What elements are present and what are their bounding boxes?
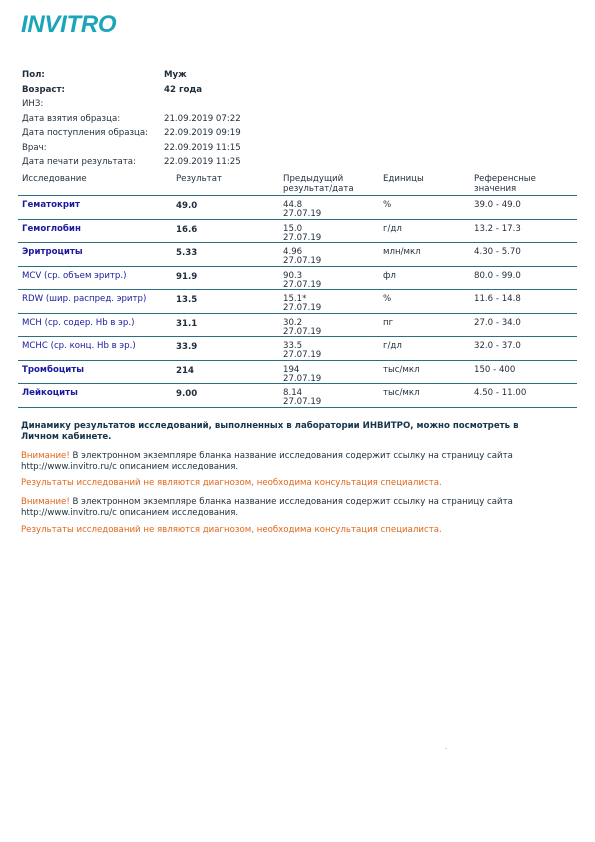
dynamics-note: Динамику результатов исследований, выполненных в лаборатории ИНВИТРО, можно посмотреть в Личном кабинете. <box>21 421 519 442</box>
test-name-link[interactable]: MCH (ср. содер. Hb в эр.) <box>22 317 135 328</box>
previous-value: 44.8 <box>283 200 303 210</box>
previous-value: 15.0 <box>283 223 303 234</box>
result-value: 214 <box>176 365 194 376</box>
notice-2 <box>21 497 561 519</box>
reference-range: 27.0 - 34.0 <box>474 317 521 328</box>
result-value: 16.6 <box>176 224 198 235</box>
notice-text: В электронном экземпляре бланка название исследования содержит ссылку на страницу сайта <box>69 451 513 461</box>
result-value: 5.33 <box>176 248 198 258</box>
units-value: тыс/мкл <box>383 364 420 375</box>
info-label: Возраст: <box>22 84 65 95</box>
info-row-age <box>22 83 352 98</box>
info-row-sex <box>22 68 352 83</box>
header-reference-line1: Референсные <box>474 174 536 184</box>
result-value: 9.00 <box>176 389 198 399</box>
reference-range: 80.0 - 99.0 <box>474 270 521 281</box>
table-row <box>18 360 577 384</box>
test-name-link[interactable]: MCHC (ср. конц. Hb в эр.) <box>22 341 136 351</box>
previous-date: 27.07.19 <box>283 232 322 243</box>
previous-date: 27.07.19 <box>283 279 322 290</box>
info-label: Дата поступления образца: <box>22 128 149 138</box>
test-name-link[interactable]: MCV (ср. объем эритр.) <box>22 270 127 281</box>
table-row <box>18 383 577 407</box>
results-table-body <box>18 195 577 408</box>
notice-1 <box>21 451 561 473</box>
previous-date: 27.07.19 <box>283 326 322 337</box>
previous-value: 4.96 <box>283 247 303 257</box>
info-value: Муж <box>164 70 187 80</box>
previous-value: 15.1* <box>283 294 307 304</box>
table-row <box>18 219 577 243</box>
disclaimer-1: Результаты исследований не являются диагнозом, необходима консультация специалиста. <box>21 478 442 488</box>
units-value: тыс/мкл <box>383 388 420 398</box>
info-value: 22.09.2019 11:15 <box>164 142 241 153</box>
info-value: 22.09.2019 09:19 <box>164 128 241 138</box>
result-value: 91.9 <box>176 271 198 282</box>
result-value: 49.0 <box>176 201 198 211</box>
units-value: пг <box>383 317 394 328</box>
footer-mark: . <box>445 744 447 751</box>
header-previous <box>283 174 354 194</box>
units-value: фл <box>383 270 396 281</box>
info-row-received-date <box>22 126 352 141</box>
previous-date: 27.07.19 <box>283 303 322 313</box>
previous-value: 33.5 <box>283 341 303 351</box>
previous-date: 27.07.19 <box>283 350 322 360</box>
table-row <box>18 313 577 337</box>
header-previous-line2: результат/дата <box>283 184 354 194</box>
previous-value: 8.14 <box>283 388 303 398</box>
table-row <box>18 242 577 266</box>
header-result: Результат <box>176 174 222 184</box>
header-units: Единицы <box>383 174 424 184</box>
invitro-link[interactable]: http://www.invitro.ru/с описанием исследования. <box>21 508 239 518</box>
table-row <box>18 336 577 360</box>
result-value: 13.5 <box>176 295 198 305</box>
info-label: Дата печати результата: <box>22 157 136 167</box>
header-test: Исследование <box>22 174 87 184</box>
previous-value: 90.3 <box>283 270 303 281</box>
result-value: 33.9 <box>176 342 198 352</box>
test-name-link[interactable]: Гематокрит <box>22 200 80 210</box>
table-row <box>18 266 577 290</box>
reference-range: 4.50 - 11.00 <box>474 388 527 398</box>
previous-date: 27.07.19 <box>283 373 322 384</box>
test-name-link[interactable]: Тромбоциты <box>22 364 84 375</box>
info-label: Пол: <box>22 70 45 80</box>
notice-text: В электронном экземпляре бланка название исследования содержит ссылку на страницу сайта <box>69 497 513 507</box>
reference-range: 32.0 - 37.0 <box>474 341 521 351</box>
table-row <box>18 289 577 313</box>
header-previous-line1: Предыдущий <box>283 174 344 184</box>
info-label: Дата взятия образца: <box>22 113 121 124</box>
reference-range: 13.2 - 17.3 <box>474 223 521 234</box>
test-name-link[interactable]: Эритроциты <box>22 247 83 257</box>
invitro-logo: INVITRO <box>21 11 117 38</box>
info-row-sample-date <box>22 112 352 127</box>
results-table-header <box>22 172 577 194</box>
info-value: 42 года <box>164 84 203 95</box>
units-value: % <box>383 200 392 210</box>
test-name-link[interactable]: Гемоглобин <box>22 223 81 234</box>
header-reference-line2: значения <box>474 184 517 194</box>
reference-range: 39.0 - 49.0 <box>474 200 521 210</box>
disclaimer-2: Результаты исследований не являются диагнозом, необходима консультация специалиста. <box>21 525 442 535</box>
table-row <box>18 195 577 219</box>
test-name-link[interactable]: Лейкоциты <box>22 388 78 398</box>
patient-info <box>22 68 352 170</box>
reference-range: 11.6 - 14.8 <box>474 294 521 304</box>
info-value: 22.09.2019 11:25 <box>164 157 241 167</box>
units-value: % <box>383 294 392 304</box>
info-row-print-date <box>22 155 352 170</box>
info-label: Врач: <box>22 142 47 153</box>
info-row-doctor <box>22 141 352 156</box>
notice-warning-label: Внимание! <box>21 451 70 461</box>
previous-value: 30.2 <box>283 317 303 328</box>
info-label: ИНЗ: <box>22 99 44 109</box>
header-reference <box>474 174 536 194</box>
previous-value: 194 <box>283 364 300 375</box>
units-value: млн/мкл <box>383 247 421 257</box>
test-name-link[interactable]: RDW (шир. распред. эритр) <box>22 294 147 304</box>
units-value: г/дл <box>383 341 402 351</box>
info-row-inz <box>22 97 352 112</box>
units-value: г/дл <box>383 223 402 234</box>
invitro-link[interactable]: http://www.invitro.ru/с описанием исследования. <box>21 462 239 472</box>
previous-date: 27.07.19 <box>283 209 322 219</box>
info-value: 21.09.2019 07:22 <box>164 113 241 124</box>
reference-range: 150 - 400 <box>474 364 516 375</box>
result-value: 31.1 <box>176 318 198 329</box>
previous-date: 27.07.19 <box>283 397 322 407</box>
notice-warning-label: Внимание! <box>21 497 70 507</box>
previous-date: 27.07.19 <box>283 256 322 266</box>
reference-range: 4.30 - 5.70 <box>474 247 521 257</box>
